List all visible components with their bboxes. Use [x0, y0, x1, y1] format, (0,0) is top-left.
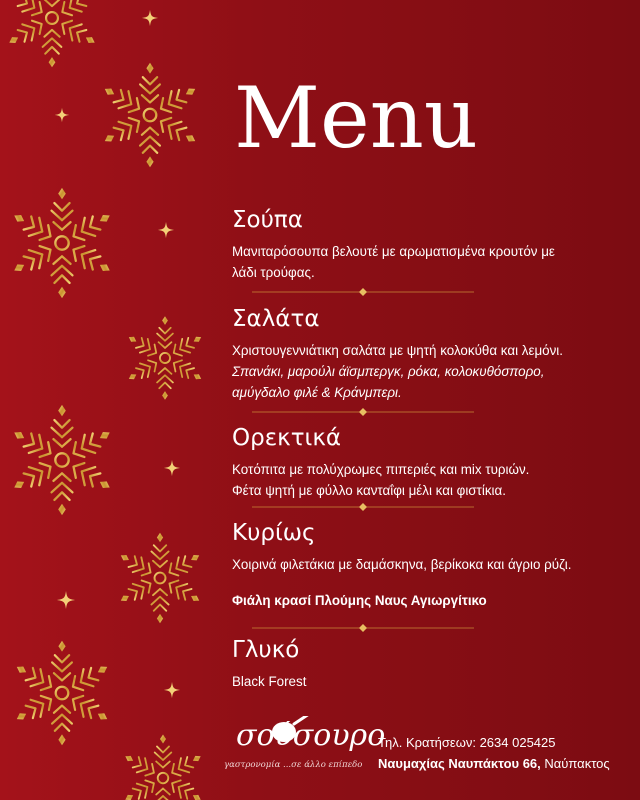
dish-line: Χριστουγεννιάτικη σαλάτα με ψητή κολοκύθα και λεμόνι. [232, 343, 563, 359]
restaurant-address [378, 756, 610, 771]
section-heading: Κυρίως [232, 520, 316, 546]
menu-section-main [232, 521, 622, 611]
section-heading: Σαλάτα [232, 306, 320, 332]
reservation-phone: Τηλ. Κρατήσεων: 2634 025425 [378, 735, 556, 750]
section-heading: Ορεκτικά [232, 425, 342, 451]
address-street: Ναυμαχίας Ναυπάκτου 66, [378, 756, 541, 771]
menu-section-salad [232, 307, 622, 403]
divider-ornament [232, 408, 494, 416]
section-heading: Σούπα [232, 207, 303, 233]
dish-line: Κοτόπιτα με πολύχρωμες πιπεριές και mix τυριών. [232, 462, 530, 478]
dish-line: Μανιταρόσουπα βελουτέ με αρωματισμένα κρουτόν με [232, 244, 555, 260]
snowflake-decoration-icon [0, 0, 230, 800]
menu-section-appetizers [232, 426, 622, 501]
dish-line: Φέτα ψητή με φύλλο κανταΐφι μέλι και φιστίκια. [232, 483, 506, 499]
menu-title: Menu [234, 69, 478, 167]
restaurant-logo [218, 718, 386, 798]
logo-tagline: γαστρονομία ...σε άλλο επίπεδο [224, 760, 363, 770]
dish-line: λάδι τρούφας. [232, 265, 315, 281]
divider-ornament [232, 288, 494, 296]
menu-section-dessert [232, 638, 622, 692]
dish-line: Χοιρινά φιλετάκια με δαμάσκηνα, βερίκοκα και άγριο ρύζι. [232, 557, 572, 573]
wine-line: Φιάλη κρασί Πλούμης Ναυς Αγιωργίτικο [232, 593, 487, 609]
dish-line: Black Forest [232, 674, 307, 690]
logo-wordmark: σούσουρο [236, 718, 386, 753]
menu-section-soup [232, 208, 622, 283]
address-city: Ναύπακτος [540, 756, 610, 771]
divider-ornament [232, 503, 494, 511]
section-heading: Γλυκό [232, 637, 300, 663]
divider-ornament [232, 624, 494, 632]
dish-ingredients: Σπανάκι, μαρούλι άϊσμπεργκ, ρόκα, κολοκυθόσπορο, [232, 364, 545, 380]
dish-ingredients: αμύγδαλο φιλέ & Κράνμπερι. [232, 385, 402, 401]
